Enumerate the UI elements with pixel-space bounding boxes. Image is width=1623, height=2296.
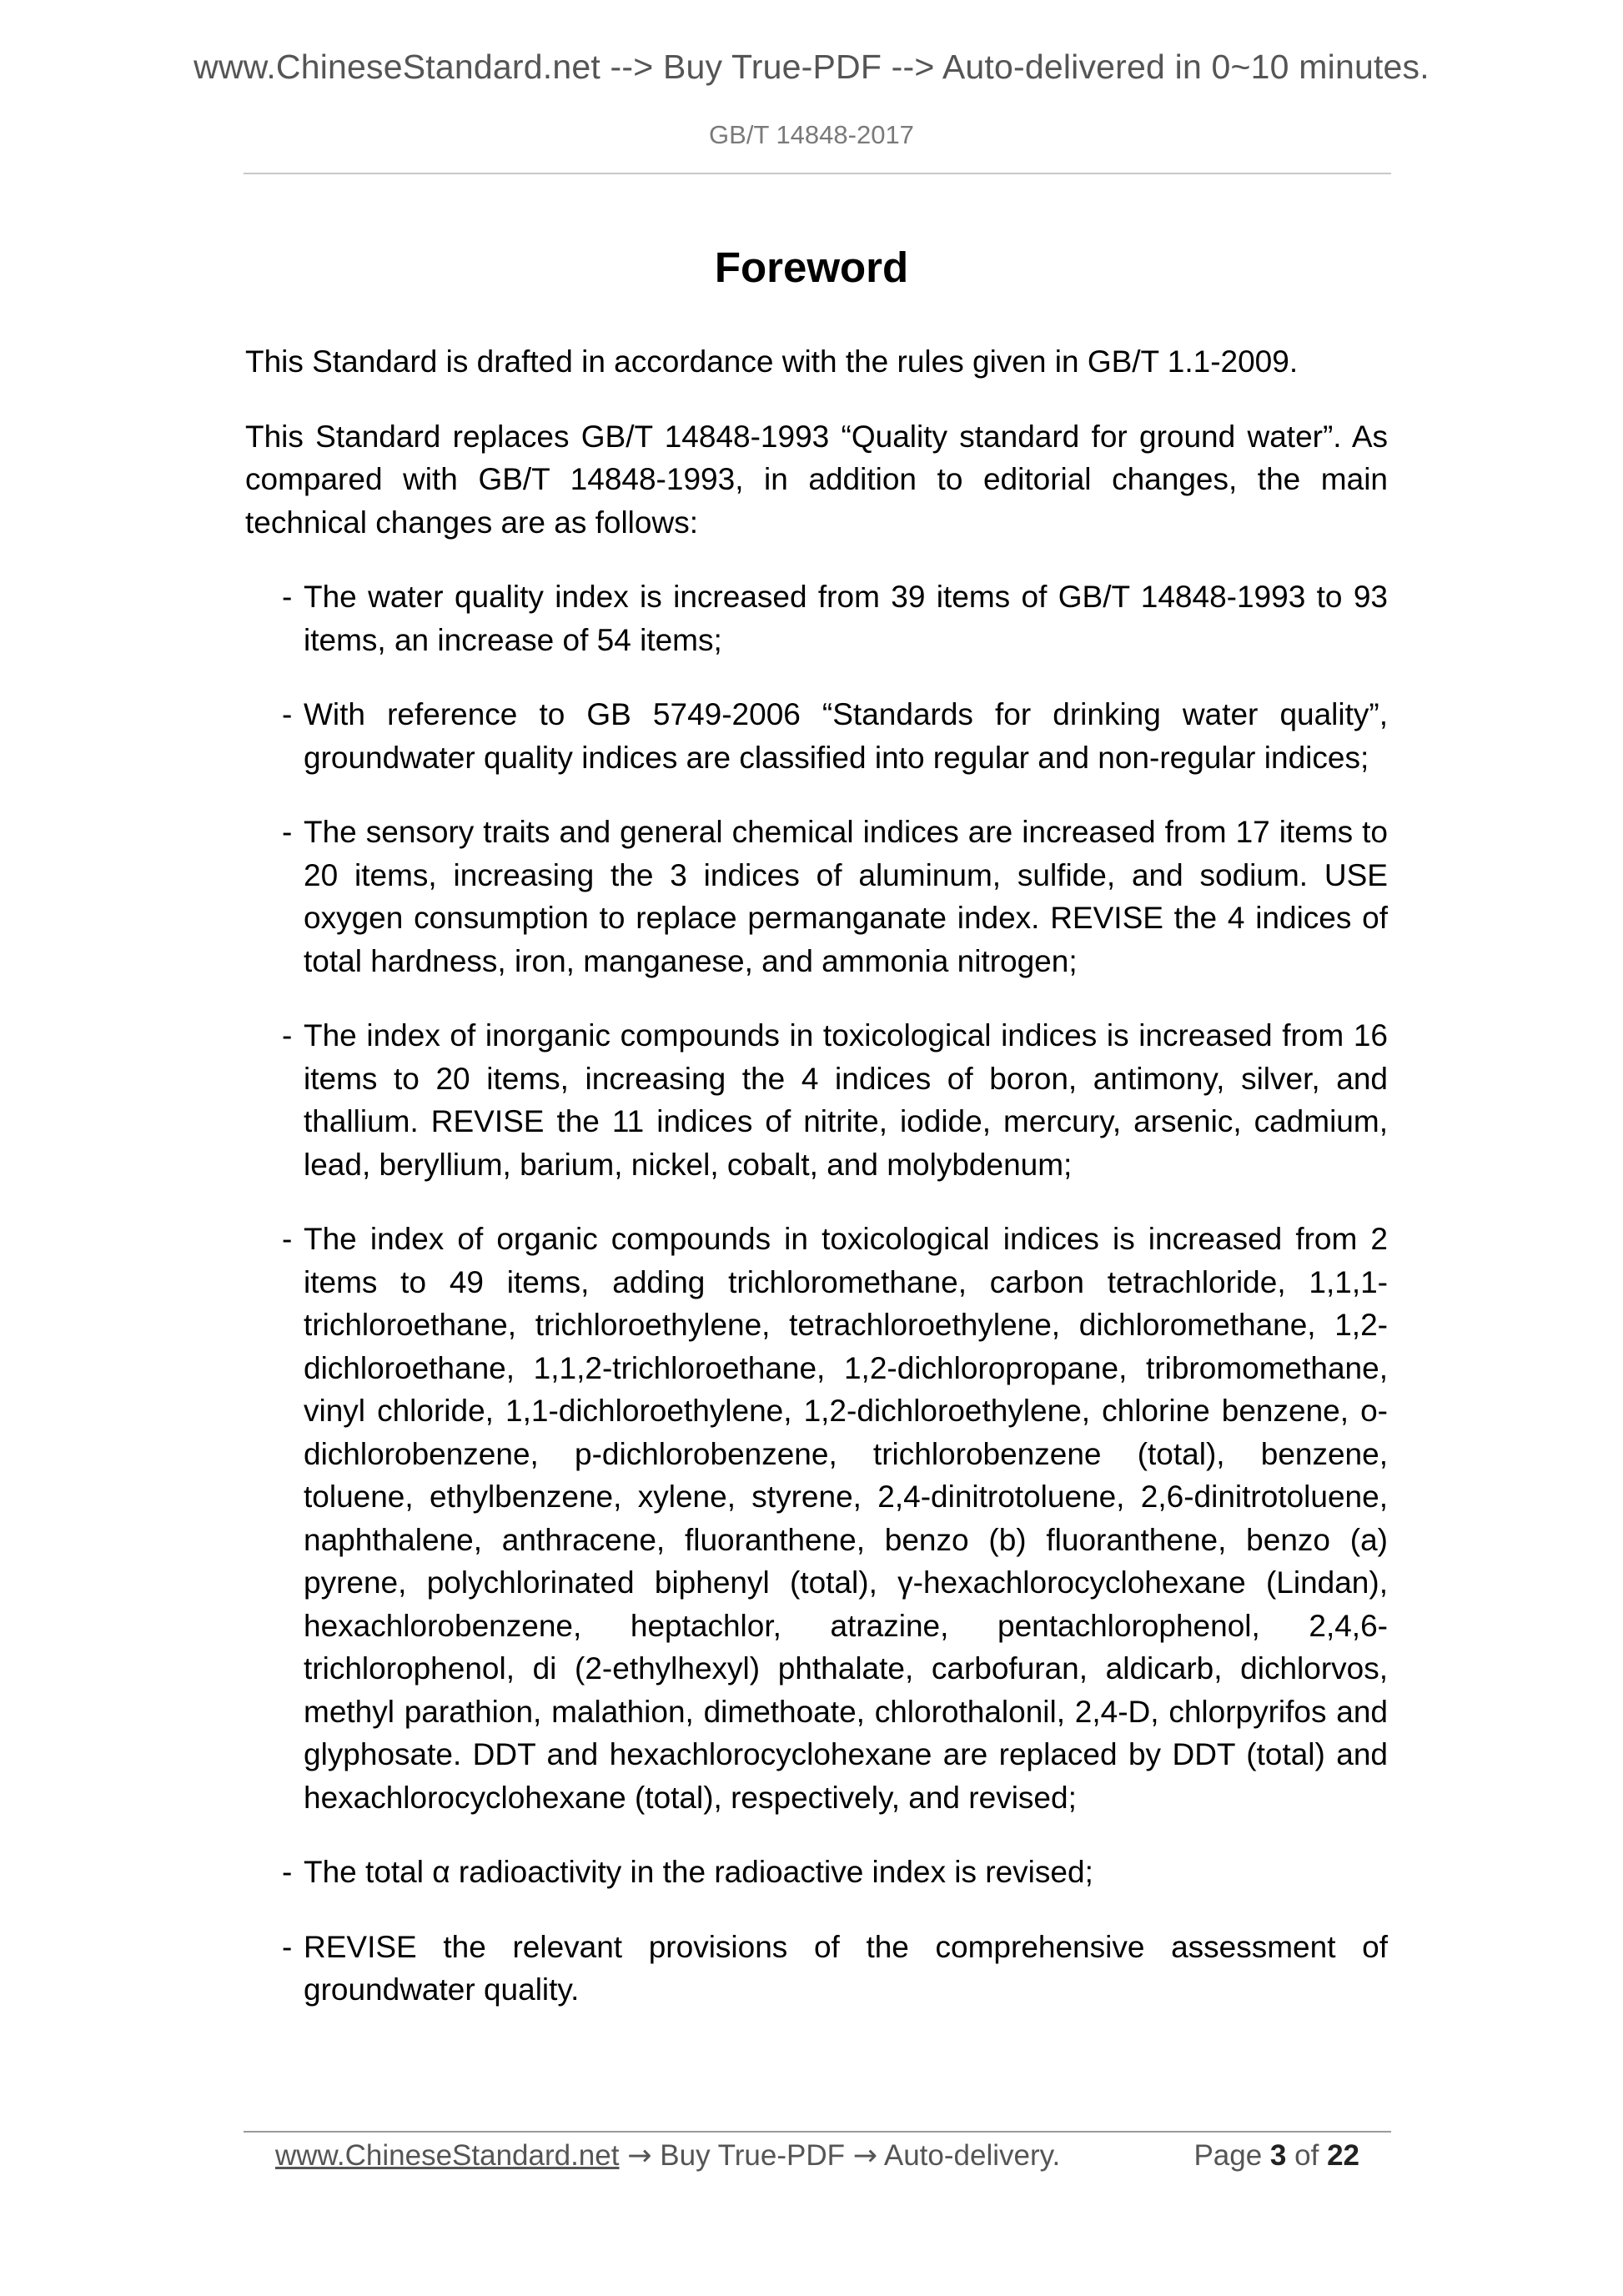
list-bullet: - <box>282 580 293 614</box>
footer-divider <box>244 2131 1391 2133</box>
page-indicator <box>1193 2135 1359 2177</box>
list-item <box>245 1851 1388 1894</box>
technical-changes-list <box>245 575 1388 2012</box>
right-arrow-icon: → <box>852 2139 878 2173</box>
list-item <box>245 575 1388 661</box>
footer-buy-text: Buy True-PDF <box>660 2139 845 2172</box>
list-item-text: The index of organic compounds in toxicological indices is increased from 2 items to 49 items, adding trichloromethane, carbon tetrachloride, 1,1,1-trichloroethane, trichloroethylene, tetrachloroethylene, dichloromethane, 1,2-dichloroethane, 1,1,2-trichloroethane, 1,2-dichloropropane, tribromomethane, vinyl chloride, 1,1-dichloroethylene, 1,2-dichloroethylene, chlorine benzene, o-dichlorobenzene, p-dichlorobenzene, trichlorobenzene (total), benzene, toluene, ethylbenzene, xylene, styrene, 2,4-dinitrotoluene, 2,6-dinitrotoluene, naphthalene, anthracene, fluoranthene, benzo (b) fluoranthene, benzo (a) pyrene, polychlorinated biphenyl (total), γ-hexachlorocyclohexane (Lindan), hexachlorobenzene, heptachlor, atrazine, pentachlorophenol, 2,4,6-trichlorophenol, di (2-ethylhexyl) phthalate, carbofuran, aldicarb, dichlorvos, methyl parathion, malathion, dimethoate, chlorothalonil, 2,4-D, chlorpyrifos and glyphosate. DDT and hexachlorocyclohexane are replaced by DDT (total) and hexachlorocyclohexane (total), respectively, and revised; <box>304 1222 1388 1815</box>
list-item-text: The water quality index is increased from 39 items of GB/T 14848-1993 to 93 items, an increase of 54 items; <box>304 580 1388 657</box>
list-item-text: The index of inorganic compounds in toxicological indices is increased from 16 items to 20 items, increasing the 4 indices of boron, antimony, silver, and thallium. REVISE the 11 indices of nitrite, iodide, mercury, arsenic, cadmium, lead, beryllium, barium, nickel, cobalt, and molybdenum; <box>304 1018 1388 1182</box>
intro-paragraph-drafting: This Standard is drafted in accordance with the rules given in GB/T 1.1-2009. <box>245 344 1299 379</box>
list-bullet: - <box>282 1929 293 1964</box>
list-item <box>245 811 1388 982</box>
list-item <box>245 693 1388 779</box>
page-total: 22 <box>1327 2139 1359 2172</box>
footer-site-link[interactable]: www.ChineseStandard.net <box>275 2139 620 2172</box>
page-title: Foreword <box>714 244 909 291</box>
list-item-text: The total α radioactivity in the radioactive index is revised; <box>304 1855 1093 1889</box>
top-banner: www.ChineseStandard.net --> Buy True-PDF --> Auto-delivered in 0~10 minutes. <box>193 48 1430 86</box>
page-label: Page <box>1193 2139 1263 2172</box>
list-item <box>245 1014 1388 1186</box>
page-of-label: of <box>1294 2139 1319 2172</box>
page-current: 3 <box>1269 2139 1287 2172</box>
right-arrow-icon: → <box>627 2139 652 2173</box>
list-item <box>245 1926 1388 2012</box>
list-item-text: REVISE the relevant provisions of the comprehensive assessment of groundwater quality. <box>304 1929 1388 2007</box>
list-item-text: With reference to GB 5749-2006 “Standards for drinking water quality”, groundwater quality indices are classified into regular and non-regular indices; <box>304 697 1388 775</box>
intro-paragraph-replacement: This Standard replaces GB/T 14848-1993 “Quality standard for ground water”. As compared with GB/T 14848-1993, in addition to editorial changes, the main technical changes are as follows: <box>245 419 1388 540</box>
list-bullet: - <box>282 815 293 849</box>
list-bullet: - <box>282 1222 293 1256</box>
list-bullet: - <box>282 1855 293 1889</box>
list-item-text: The sensory traits and general chemical indices are increased from 17 items to 20 items, increasing the 3 indices of aluminum, sulfide, and sodium. USE oxygen consumption to replace permanganate index. REVISE the 4 indices of total hardness, iron, manganese, and ammonia nitrogen; <box>304 815 1388 978</box>
footer-delivery-text: Auto-delivery. <box>883 2139 1061 2172</box>
foreword-body <box>245 340 1388 2043</box>
document-code: GB/T 14848-2017 <box>709 120 914 149</box>
list-item <box>245 1218 1388 1819</box>
list-bullet: - <box>282 697 293 731</box>
page-footer <box>275 2135 1359 2177</box>
header-divider <box>244 173 1391 174</box>
list-bullet: - <box>282 1018 293 1053</box>
